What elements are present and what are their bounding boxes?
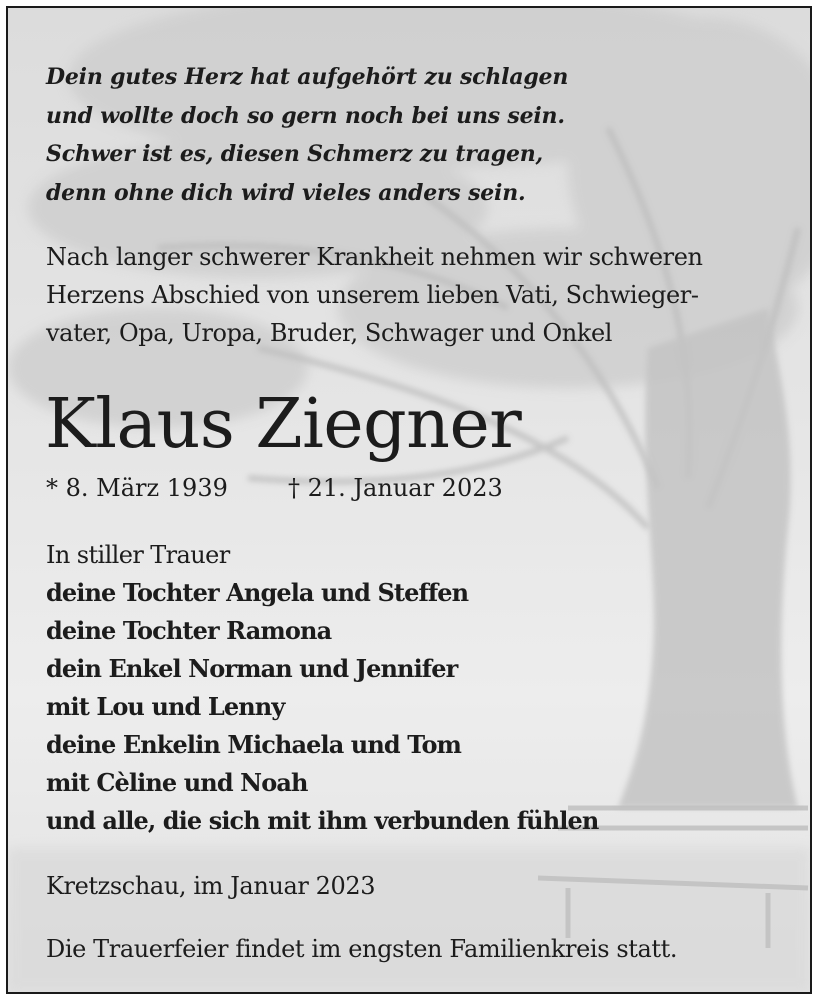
poem-line: Dein gutes Herz hat aufgehört zu schlagen	[46, 64, 569, 90]
funeral-notice: Die Trauerfeier findet im engsten Familienkreis statt.	[46, 935, 678, 963]
mourner-line: deine Enkelin Michaela und Tom	[46, 730, 462, 759]
mourner-line: und alle, die sich mit ihm verbunden fühlen	[46, 806, 599, 835]
mourning-heading: In stiller Trauer	[46, 541, 230, 569]
mourner-line: deine Tochter Ramona	[46, 616, 332, 645]
poem-line: Schwer ist es, diesen Schmerz zu tragen,	[46, 141, 543, 167]
poem-line: und wollte doch so gern noch bei uns sein.	[46, 102, 565, 129]
mourner-line: mit Cèline und Noah	[46, 768, 308, 797]
obituary-frame	[6, 6, 812, 994]
deceased-name: Klaus Ziegner	[45, 385, 522, 464]
intro-line: Nach langer schwerer Krankheit nehmen wir schweren	[46, 243, 703, 271]
mourner-line: dein Enkel Norman und Jennifer	[46, 654, 458, 683]
death-date: † 21. Januar 2023	[288, 474, 503, 502]
announcement-intro	[46, 238, 703, 352]
birth-date: * 8. März 1939	[46, 474, 228, 502]
poem-line: denn ohne dich wird vieles anders sein.	[46, 179, 526, 206]
mourner-line: mit Lou und Lenny	[46, 692, 285, 721]
intro-line: Herzens Abschied von unserem lieben Vati, Schwieger-	[46, 281, 699, 309]
memorial-poem	[46, 58, 568, 212]
intro-line: vater, Opa, Uropa, Bruder, Schwager und Onkel	[46, 319, 613, 347]
place-and-date: Kretzschau, im Januar 2023	[46, 872, 376, 900]
life-dates	[46, 470, 503, 506]
mourner-line: deine Tochter Angela und Steffen	[46, 578, 469, 607]
mourners-list	[46, 536, 598, 840]
